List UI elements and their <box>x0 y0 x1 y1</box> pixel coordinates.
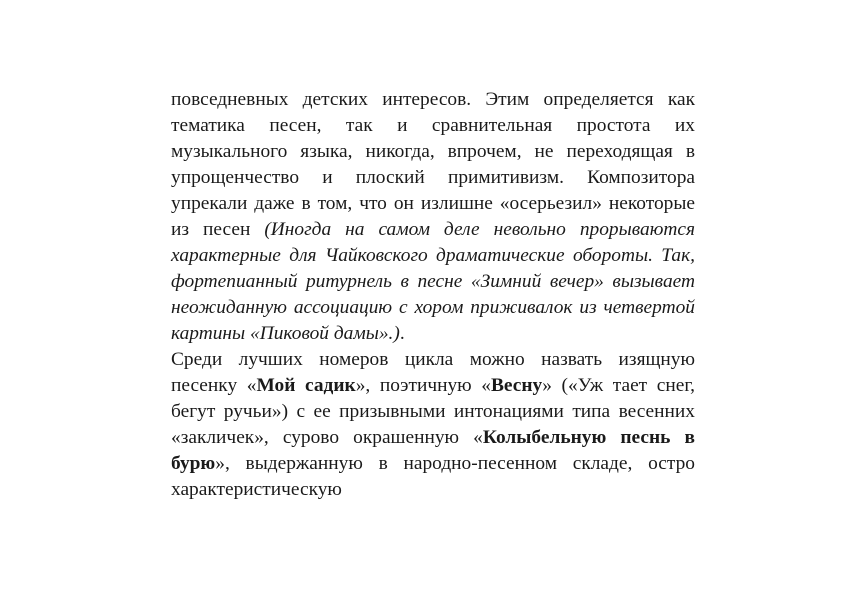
body-text <box>171 87 695 503</box>
paragraph-best-songs <box>171 347 695 503</box>
paragraph-text: » («Уж тает снег, бегут ручьи») с ее призывными интонациями типа весенних «закличек», сурово окрашенную « <box>171 375 695 448</box>
paragraph-period: . <box>399 323 405 344</box>
song-title-vesna: Весну <box>490 375 543 396</box>
paragraph-text: », выдержанную в народно-песенном складе, остро характеристическую <box>171 453 695 500</box>
song-title-moy-sadik: Мой садик <box>256 375 356 396</box>
paragraph-text: повседневных детских интересов. Этим определяется как тематика песен, так и сравнительная простота их музыкального языка, никогда, впрочем, не переходящая в упрощенчество и плоский примитивизм. Композитора упрекали даже в том, что он излишне «осерьезил» некоторые из песен <box>171 89 695 240</box>
paragraph-tematika <box>171 87 695 347</box>
paragraph-text: Среди лучших номеров цикла можно назвать изящную песенку « <box>171 349 695 396</box>
italic-note: (Иногда на самом деле невольно прорываются характерные для Чайковского драматические обороты. Так, фортепианный ритурнель в песне «Зимний вечер» вызывает неожиданную ассоциацию с хором приживалок из четвертой картины «Пиковой дамы».) <box>171 219 696 344</box>
paragraph-text: », поэтичную « <box>355 375 491 396</box>
song-title-kolybelnaya: Колыбельную песнь в бурю <box>171 427 695 474</box>
